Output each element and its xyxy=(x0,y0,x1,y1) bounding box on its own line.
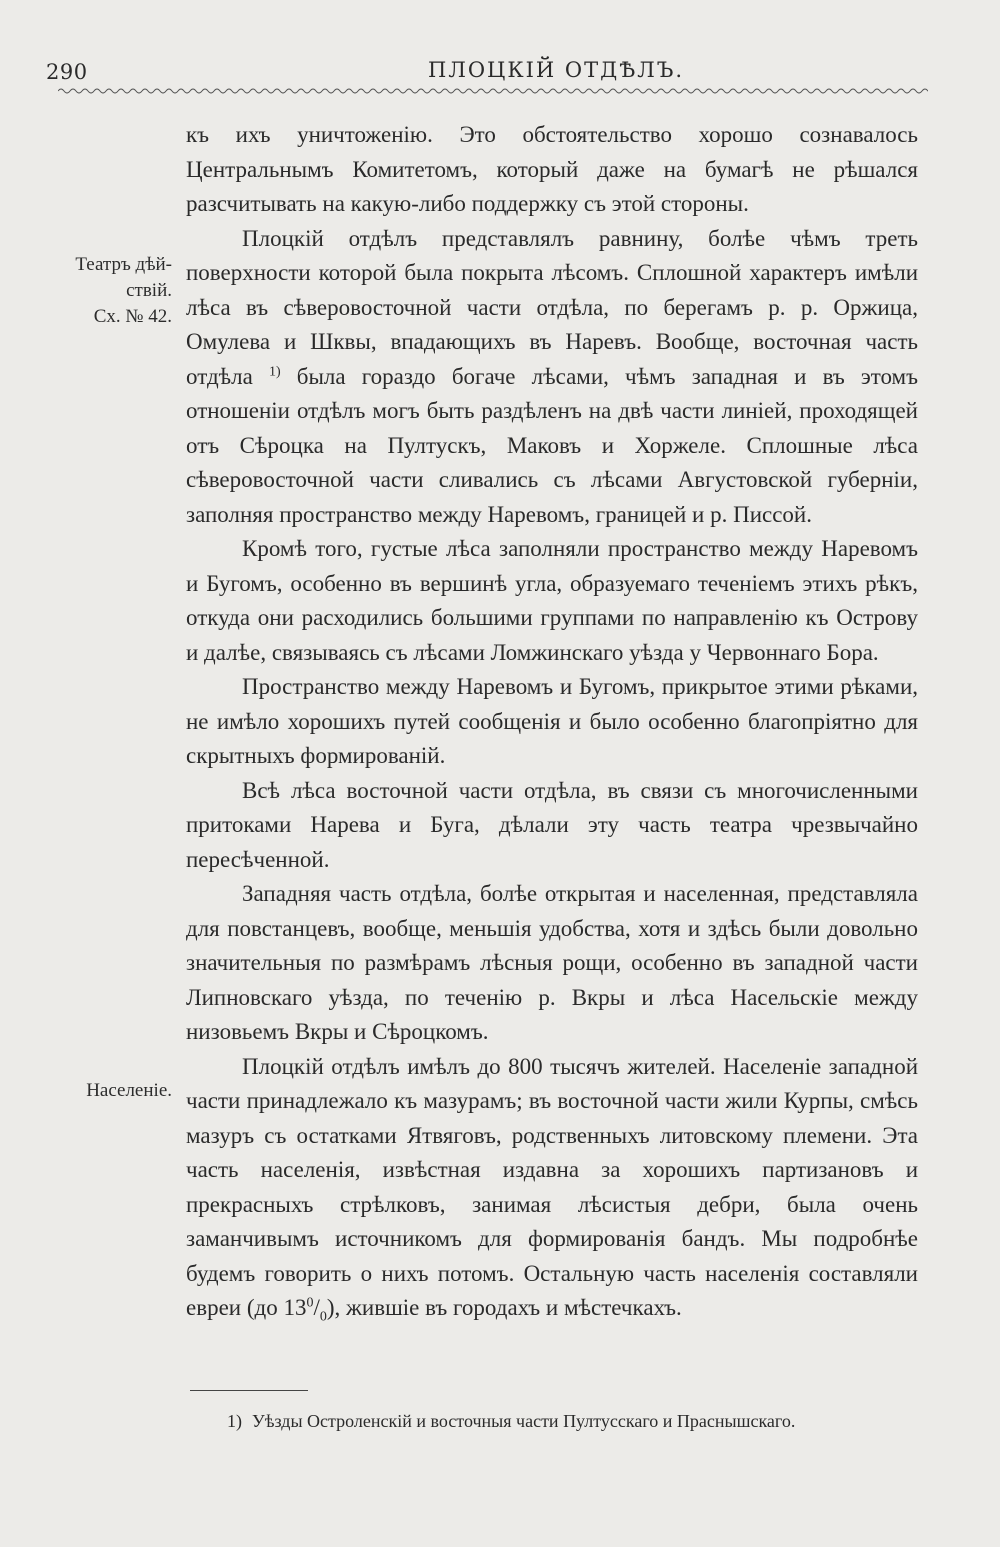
margin-note-line: ствій. xyxy=(126,280,172,301)
page-number: 290 xyxy=(46,60,88,84)
percent-sign-top: 0 xyxy=(306,1295,314,1311)
footnote-mark: 1) xyxy=(227,1411,242,1431)
percent-sign-slash: / xyxy=(313,1295,320,1320)
footnote-reference: 1) xyxy=(268,363,281,379)
footnote xyxy=(186,1407,918,1436)
margin-note-population: Населеніе. xyxy=(86,1080,172,1101)
paragraph-1: къ ихъ уничтоженію. Это обстоятельство хорошо сознавалось Центральнымъ Комитетомъ, который даже на бумагѣ не рѣшался разсчитывать на какую-либо поддержку съ этой стороны. xyxy=(186,122,918,216)
paragraph-6: Западняя часть отдѣла, болѣе открытая и населенная, представляла для повстанцевъ, вообще, меньшія удобства, хотя и здѣсь были довольно значительныя по размѣрамъ лѣсныя рощи, особенно въ западной части Липновскаго уѣзда, по теченію р. Вкры и лѣса Насельскіе между низовьемъ Вкры и Сѣроцкомъ. xyxy=(186,881,918,1044)
header-wavy-rule xyxy=(58,86,928,96)
margin-note-theatre xyxy=(52,252,172,330)
paragraph-5: Всѣ лѣса восточной части отдѣла, въ связи съ многочисленными притоками Нарева и Буга, дѣлали эту часть театра чрезвычайно пересѣченной. xyxy=(186,777,918,872)
body-text xyxy=(186,118,918,1326)
paragraph-2 xyxy=(186,222,918,533)
running-title: ПЛОЦКІЙ ОТДѢЛЪ. xyxy=(428,58,685,82)
margin-note-line: Сх. № 42. xyxy=(93,306,172,327)
paragraph-3: Кромѣ того, густые лѣса заполняли пространство между Наревомъ и Бугомъ, особенно въ вершинѣ угла, образуемаго теченіемъ этихъ рѣкъ, откуда они расходились большими группами по направленію къ Острову и далѣе, связываясь съ лѣсами Ломжинскаго уѣзда у Червоннаго Бора. xyxy=(186,536,918,665)
margin-note-line: Театръ дѣй- xyxy=(75,254,172,275)
paragraph-7-text-a: Плоцкій отдѣлъ имѣлъ до 800 тысячъ жителей. Населеніе западной части принадлежало къ мазурамъ; въ восточной части жили Курпы, смѣсь мазуръ съ остатками Ятвяговъ, родственныхъ литовскому племени. Эта часть населенія, извѣстная издавна за хорошихъ партизановъ и прекрасныхъ стрѣлковъ, занимая лѣсистыя дебри, была очень заманчивымъ источникомъ для формированія бандъ. Мы подробнѣе будемъ говорить о нихъ потомъ. Остальную часть населенія составляли евреи (до 13 xyxy=(186,1053,918,1320)
paragraph-2-text-a: Плоцкій отдѣлъ представлялъ равнину, болѣе чѣмъ треть поверхности которой была покрыта лѣсомъ. Сплошной характеръ имѣли лѣса въ сѣверовосточной части отдѣла, по берегамъ р. р. Оржица, Омулева и Шквы, впадающихъ въ Наревъ. Вообще, восточная часть отдѣла xyxy=(186,225,918,389)
footnote-rule xyxy=(190,1390,308,1391)
paragraph-7 xyxy=(186,1050,918,1326)
percent-sign-bottom: 0 xyxy=(319,1309,327,1325)
paragraph-7-text-b: ), жившіе въ городахъ и мѣстечкахъ. xyxy=(326,1295,682,1320)
paragraph-4: Пространство между Наревомъ и Бугомъ, прикрытое этими рѣками, не имѣло хорошихъ путей сообщенія и было особенно благопріятно для скрытныхъ формированій. xyxy=(186,674,918,768)
paragraph-2-text-b: была гораздо богаче лѣсами, чѣмъ западная и въ этомъ отношеніи отдѣлъ могъ быть раздѣленъ на двѣ части линіей, проходящей отъ Сѣроцка на Пултускъ, Маковъ и Хоржеле. Сплошные лѣса сѣверовосточной части сливались съ лѣсами Августовской губерніи, заполняя пространство между Наревомъ, границей и р. Писсой. xyxy=(186,363,919,527)
footnote-text: Уѣзды Остроленскій и восточныя части Пултусскаго и Праснышскаго. xyxy=(252,1411,796,1431)
